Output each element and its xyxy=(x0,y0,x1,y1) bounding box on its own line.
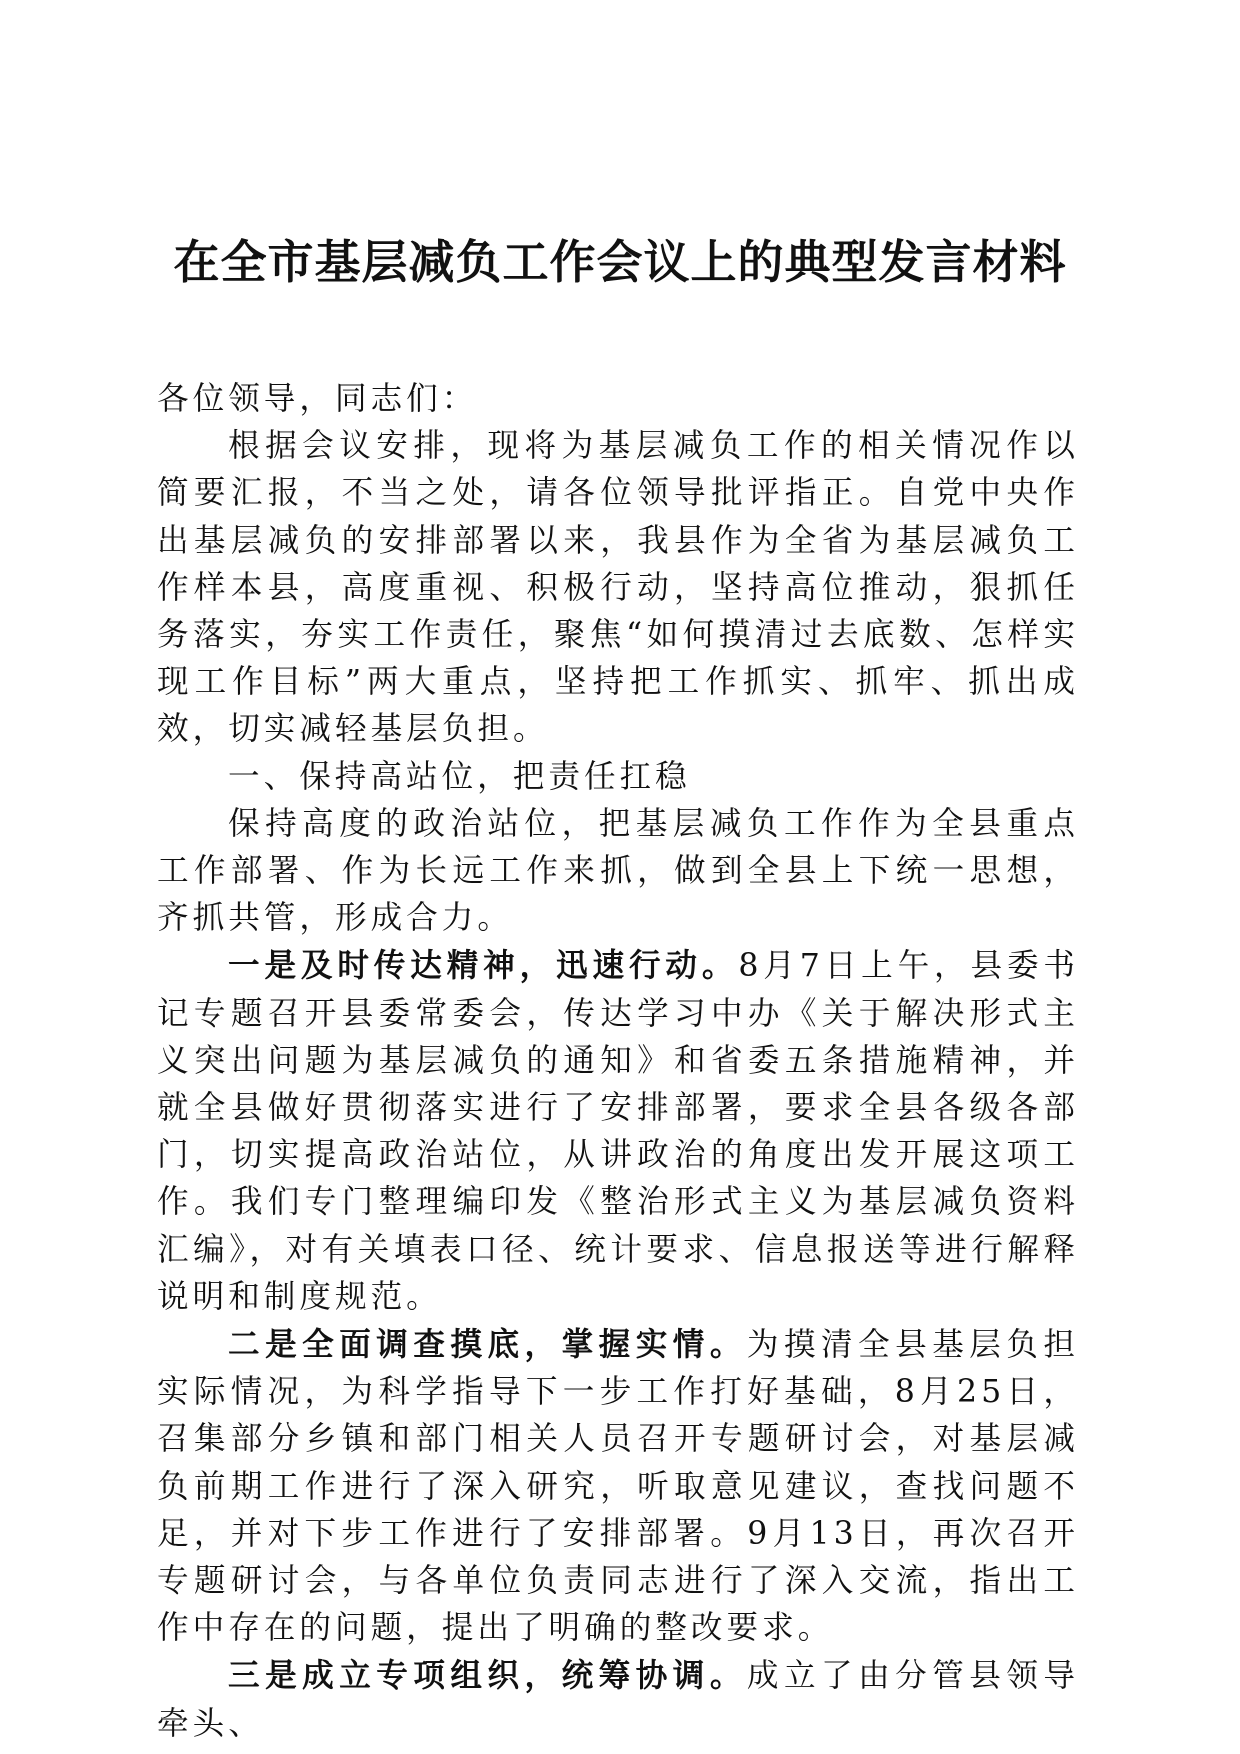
document-body xyxy=(157,376,1079,1748)
document-title: 在全市基层减负工作会议上的典型发言材料 xyxy=(173,235,1067,289)
intro-paragraph: 根据会议安排，现将为基层减负工作的相关情况作以简要汇报，不当之处，请各位领导批评指正。自党中央作出基层减负的安排部署以来，我县作为全省为基层减负工作样本县，高度重视、积极行动，坚持高位推动，狠抓任务落实，夯实工作责任，聚焦“如何摸清过去底数、怎样实现工作目标”两大重点，坚持把工作抓实、抓牢、抓出成效，切实减轻基层负担。 xyxy=(157,428,1079,748)
point-text: 为摸清全县基层负担实际情况，为科学指导下一步工作打好基础，8月25日，召集部分乡镇和部门相关人员召开专题研讨会，对基层减负前期工作进行了深入研究，听取意见建议，查找问题不足，并对下步工作进行了安排部署。9月13日，再次召开专题研讨会，与各单位负责同志进行了深入交流，指出工作中存在的问题，提出了明确的整改要求。 xyxy=(157,1327,1079,1647)
point-lead: 二是全面调查摸底，掌握实情。 xyxy=(228,1326,747,1364)
point-lead: 一是及时传达精神，迅速行动。 xyxy=(228,947,739,985)
section-heading: 一、保持高站位，把责任扛稳 xyxy=(228,758,691,795)
point-paragraph-3 xyxy=(157,1652,1079,1747)
point-text: 成立了由分管县领导牵头、 xyxy=(157,1658,1079,1742)
section-summary: 保持高度的政治站位，把基层减负工作作为全县重点工作部署、作为长远工作来抓，做到全县上下统一思想，齐抓共管，形成合力。 xyxy=(157,805,1079,937)
salutation: 各位领导，同志们： xyxy=(157,381,478,417)
point-text: 8月7日上午，县委书记专题召开县委常委会，传达学习中办《关于解决形式主义突出问题为基层减负的通知》和省委五条措施精神，并就全县做好贯彻落实进行了安排部署，要求全县各级各部门，切实提高政治站位，从讲政治的角度出发开展这项工作。我们专门整理编印发《整治形式主义为基层减负资料汇编》，对有关填表口径、统计要求、信息报送等进行解释说明和制度规范。 xyxy=(157,948,1079,1315)
point-lead: 三是成立专项组织，统筹协调。 xyxy=(228,1657,747,1695)
point-paragraph-2 xyxy=(157,1321,1079,1652)
point-paragraph-1 xyxy=(157,942,1079,1321)
